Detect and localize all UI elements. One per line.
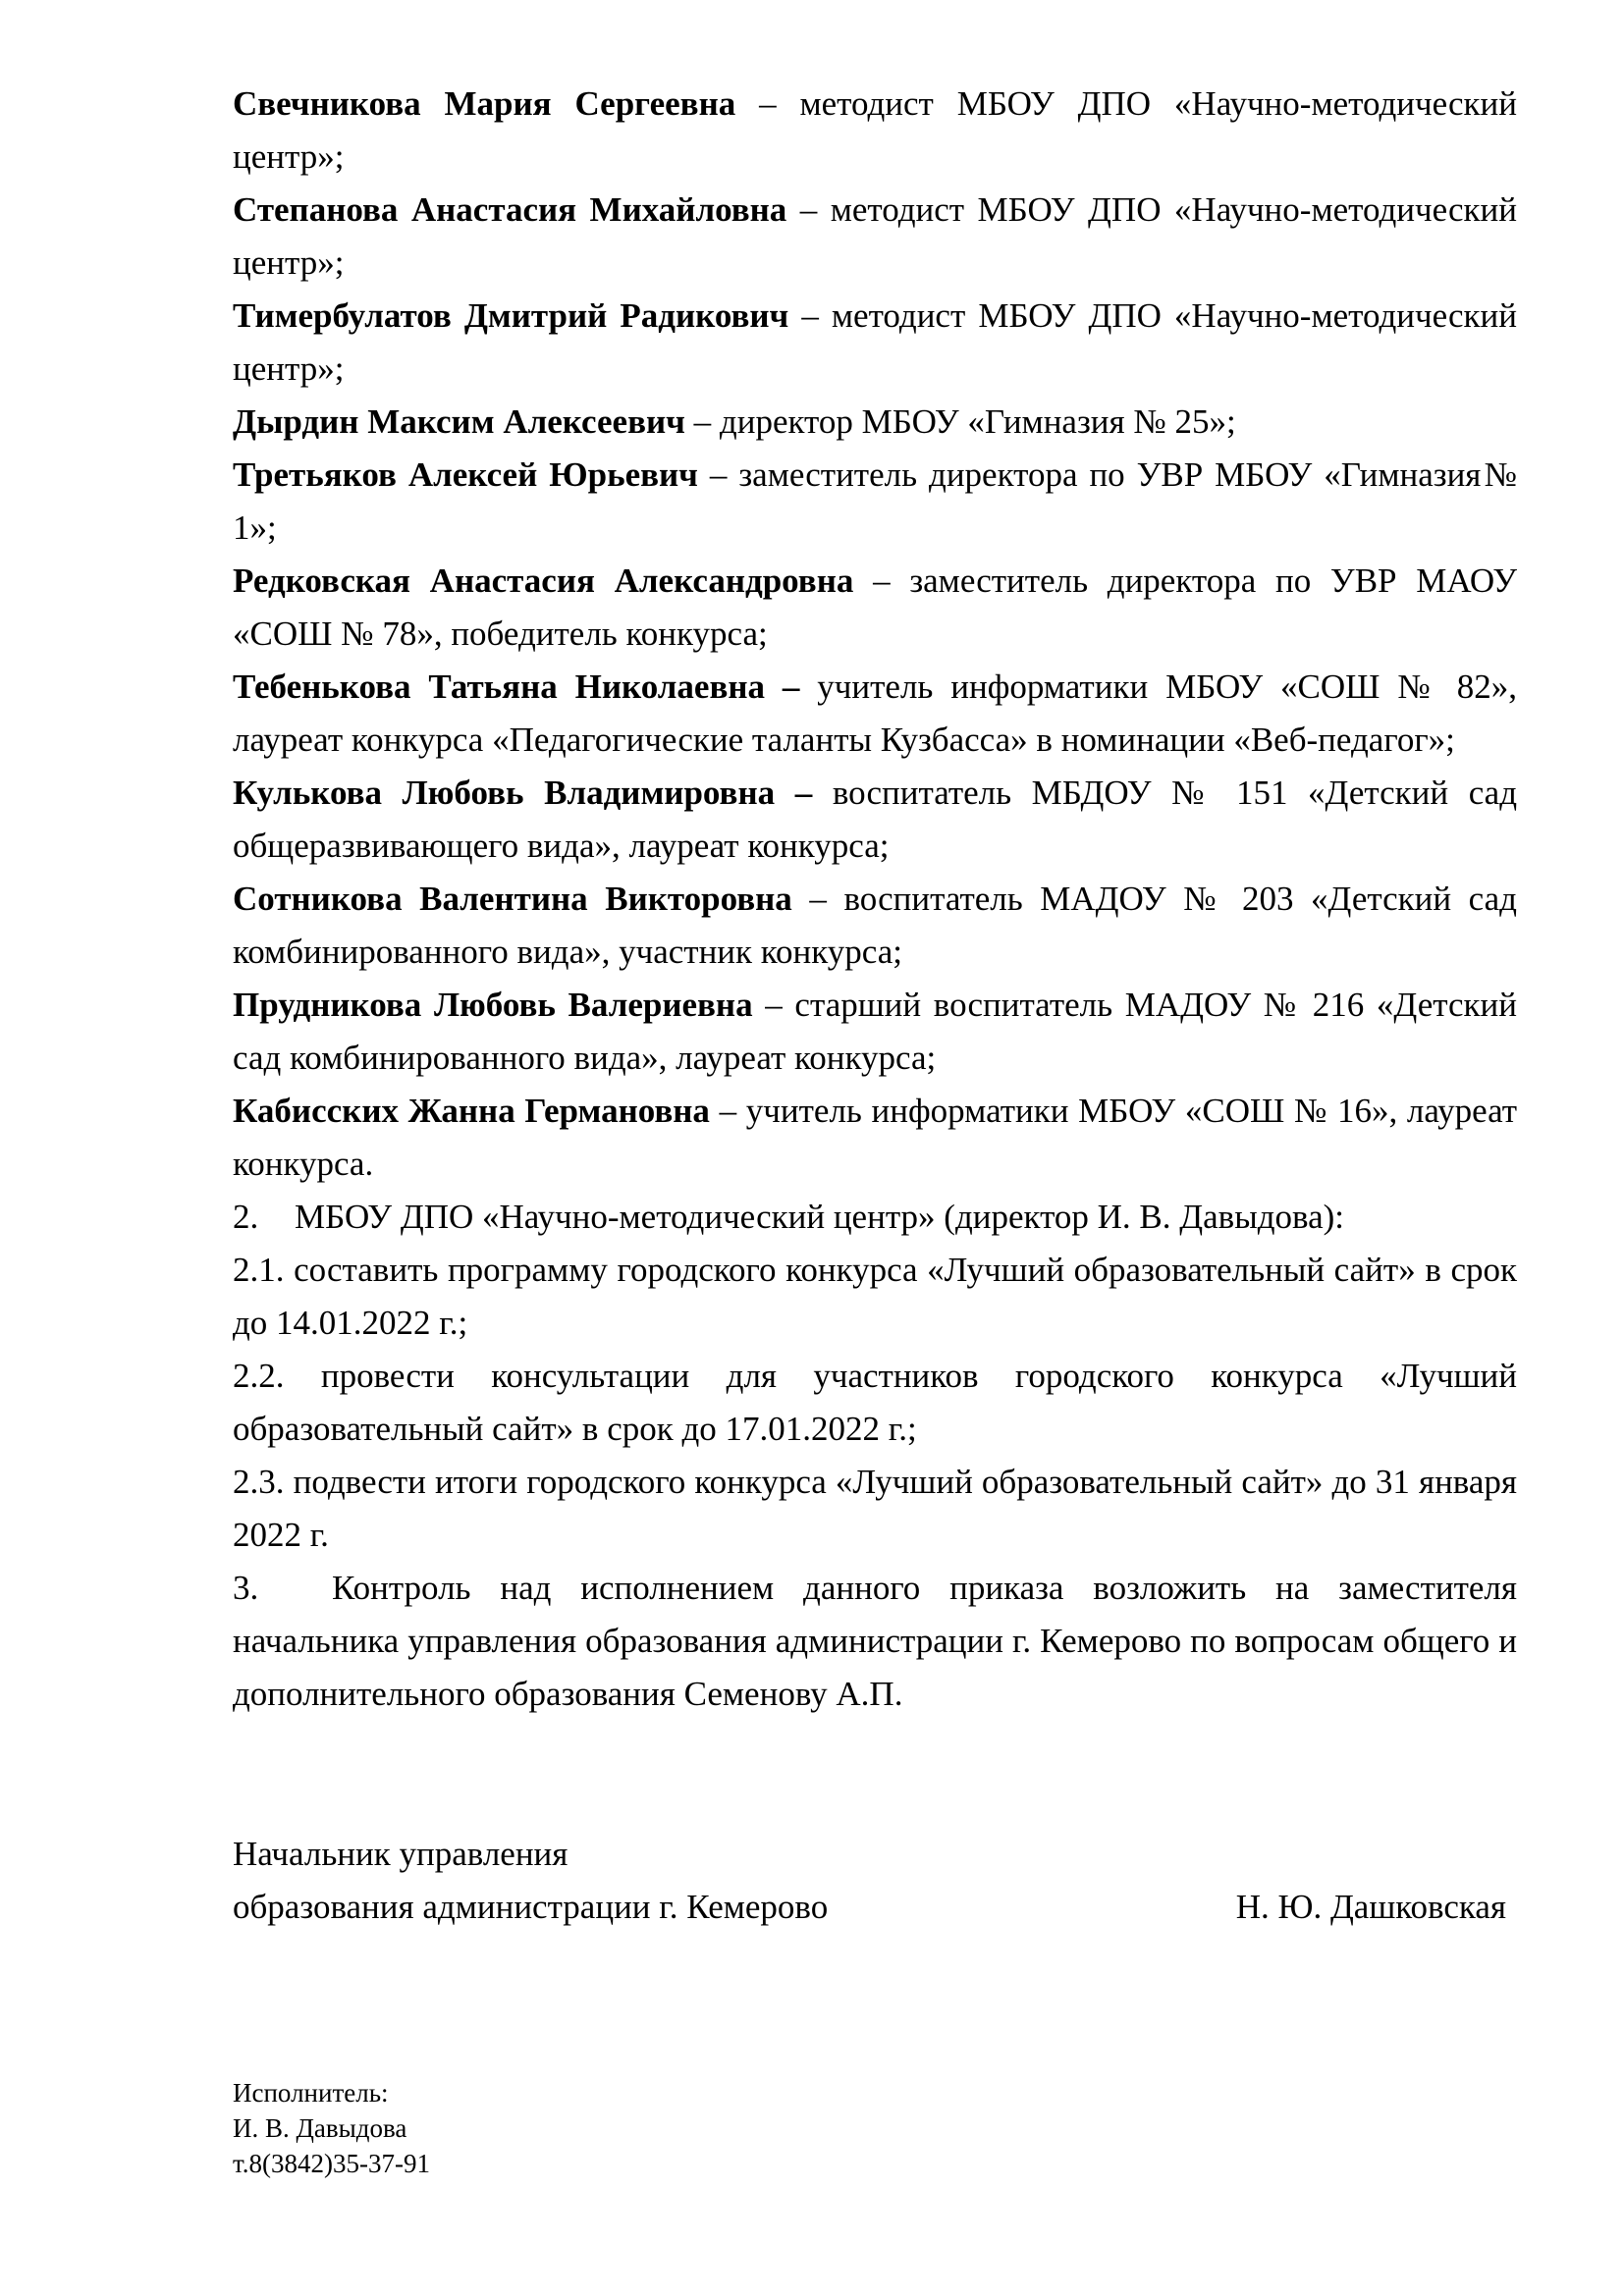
member-name: Тебенькова Татьяна Николаевна – — [233, 667, 800, 706]
member-entry — [233, 1085, 1517, 1191]
member-name: Свечникова Мария Сергеевна — [233, 84, 736, 123]
member-name: Кулькова Любовь Владимировна – — [233, 774, 813, 812]
member-entry — [233, 449, 1517, 555]
member-description: – старший воспитатель МАДОУ № 216 «Детский сад комбинированного вида», лауреат конкурса; — [233, 986, 1517, 1077]
executor-block — [233, 2075, 430, 2181]
member-entry — [233, 555, 1517, 661]
sub-item: 2.1. составить программу городского конкурса «Лучший образовательный сайт» в срок до 14.01.2022 г.; — [233, 1251, 1517, 1342]
member-description: – воспитатель МАДОУ № 203 «Детский сад комбинированного вида», участник конкурса; — [233, 880, 1517, 971]
member-description: – методист МБОУ ДПО «Научно-методический центр»; — [233, 84, 1517, 176]
member-description: учитель информатики МБОУ «СОШ № 82», лауреат конкурса «Педагогические таланты Кузбасса» в номинации «Веб-педагог»; — [233, 667, 1517, 759]
signatory-name: Н. Ю. Дашковская — [1235, 1888, 1506, 1926]
member-name: Кабисских Жанна Германовна — [233, 1092, 710, 1130]
member-entry — [233, 661, 1517, 767]
signature-line — [233, 1881, 1517, 1934]
signatory-title-line-1: Начальник управления — [233, 1835, 568, 1873]
item-text: Контроль над исполнением данного приказа возложить на заместителя начальника управления образования администрации г. Кемерово по вопросам общего и дополнительного образования Семенову А.П. — [233, 1569, 1517, 1713]
document-body — [233, 78, 1517, 1721]
item-number: 3. — [233, 1569, 259, 1607]
member-description: – методист МБОУ ДПО «Научно-методический центр»; — [233, 190, 1517, 282]
executor-label: Исполнитель: — [233, 2078, 389, 2108]
sub-item: 2.2. провести консультации для участников городского конкурса «Лучший образовательный сайт» в срок до 17.01.2022 г.; — [233, 1357, 1517, 1448]
member-description: – методист МБОУ ДПО «Научно-методический центр»; — [233, 296, 1517, 388]
member-name: Третьяков Алексей Юрьевич — [233, 455, 698, 494]
member-name: Редковская Анастасия Александровна — [233, 561, 854, 600]
signature-block — [233, 1828, 1517, 1934]
member-description: воспитатель МБДОУ № 151 «Детский сад общеразвивающего вида», лауреат конкурса; — [233, 774, 1517, 865]
member-entry — [233, 979, 1517, 1085]
executor-name: И. В. Давыдова — [233, 2113, 407, 2143]
member-description: – заместитель директора по УВР МБОУ «Гимназия№ 1»; — [233, 455, 1517, 547]
member-entry — [233, 396, 1517, 449]
member-name: Тимербулатов Дмитрий Радикович — [233, 296, 789, 335]
item-number: 2. — [233, 1198, 259, 1236]
member-name: Прудникова Любовь Валериевна — [233, 986, 753, 1024]
member-name: Дырдин Максим Алексеевич — [233, 402, 685, 441]
member-entry — [233, 290, 1517, 396]
member-name: Степанова Анастасия Михайловна — [233, 190, 787, 229]
order-item-2 — [233, 1191, 1517, 1244]
sub-item: 2.3. подвести итоги городского конкурса «Лучший образовательный сайт» до 31 января 2022 г. — [233, 1463, 1517, 1554]
member-description: – учитель информатики МБОУ «СОШ № 16», лауреат конкурса. — [233, 1092, 1517, 1183]
member-description: – заместитель директора по УВР МАОУ «СОШ № 78», победитель конкурса; — [233, 561, 1517, 653]
member-description: – директор МБОУ «Гимназия № 25»; — [684, 402, 1236, 441]
member-entry — [233, 767, 1517, 873]
member-entry — [233, 873, 1517, 979]
order-item-3 — [233, 1562, 1517, 1721]
signatory-title-line-2: образования администрации г. Кемерово — [233, 1888, 829, 1926]
member-name: Сотникова Валентина Викторовна — [233, 880, 792, 918]
executor-phone: т.8(3842)35-37-91 — [233, 2149, 430, 2178]
member-entry — [233, 78, 1517, 184]
member-entry — [233, 184, 1517, 290]
item-text: МБОУ ДПО «Научно-методический центр» (директор И. В. Давыдова): — [295, 1198, 1345, 1236]
